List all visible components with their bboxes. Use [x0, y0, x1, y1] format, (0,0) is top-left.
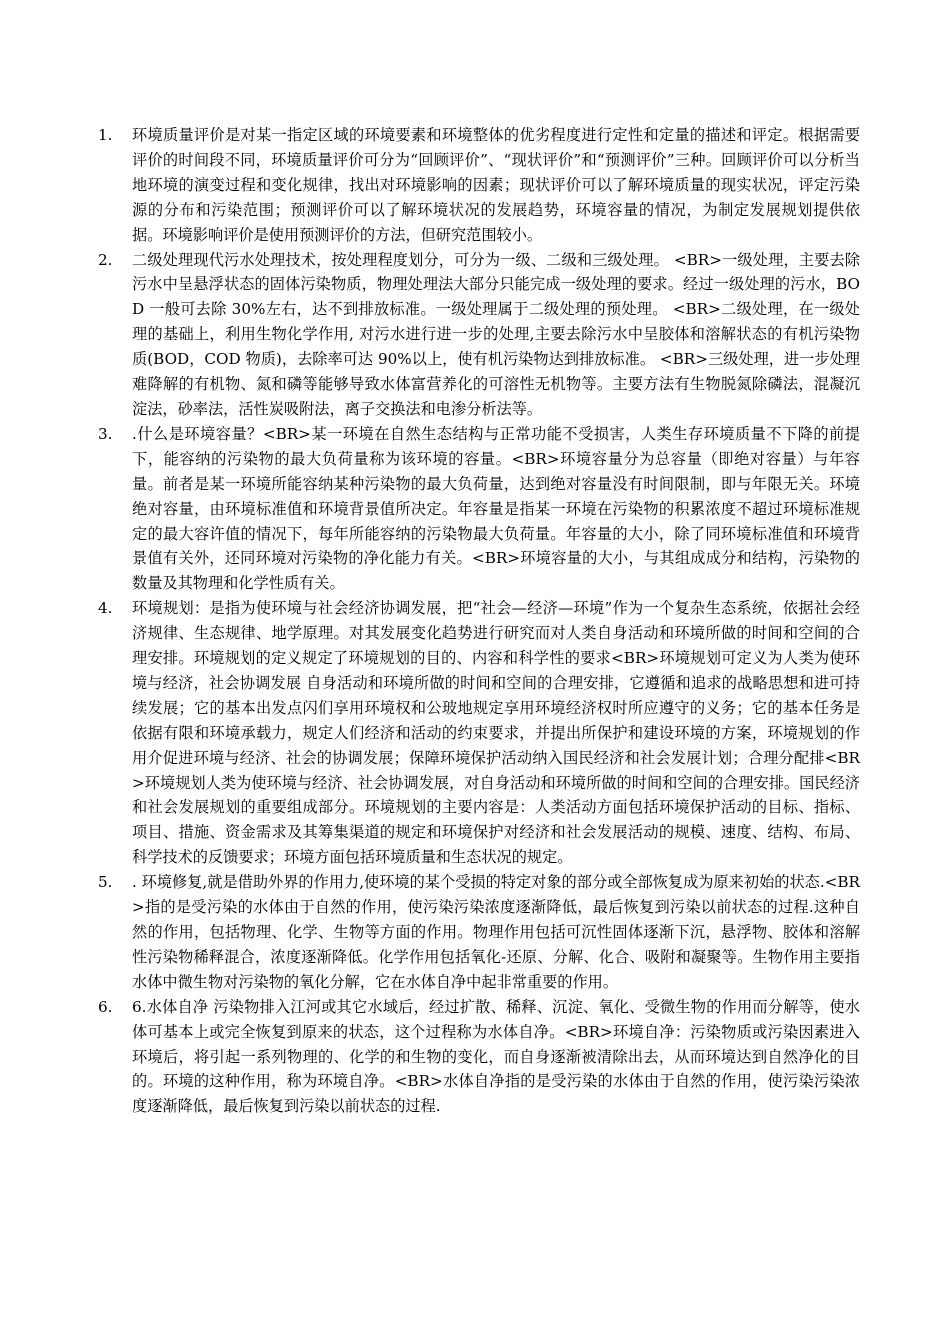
list-item-number: 2.: [98, 250, 113, 269]
list-item: [98, 870, 860, 995]
list-item-number: 5.: [98, 873, 113, 892]
list-item: [98, 123, 860, 248]
list-item-number: 1.: [98, 126, 113, 144]
list-item-text: 二级处理现代污水处理技术，按处理程度划分，可分为一级、二级和三级处理。 <BR>一级处理，主要去除污水中呈悬浮状态的固体污染物质，物理处理法大部分只能完成一级处理的要求。经过一级处理的污水，BOD 一般可去除 30%左右，达不到排放标准。一级处理属于二级处理的预处理。 <BR>二级处理，在一级处理的基础上，利用生物化学作用, 对污水进行进一步的处理,主要去除污水中呈胶体和溶解状态的有机污染物质(BOD，COD 物质)，去除率可达 90%以上，使有机污染物达到排放标准。 <BR>三级处理，进一步处理难降解的有机物、氮和磷等能够导致水体富营养化的可溶性无机物等。主要方法有生物脱氮除磷法，混凝沉淀法，砂率法，活性炭吸附法，离子交换法和电渗分析法等。: [132, 250, 860, 418]
list-item-text: 环境质量评价是对某一指定区域的环境要素和环境整体的优劣程度进行定性和定量的描述和评定。根据需要评价的时间段不同，环境质量评价可分为“回顾评价”、“现状评价”和“预测评价”三种。回顾评价可以分析当地环境的演变过程和变化规律，找出对环境影响的因素；现状评价可以了解环境质量的现实状况，评定污染源的分布和污染范围；预测评价可以了解环境状况的发展趋势，环境容量的情况，为制定发展规划提供依据。环境影响评价是使用预测评价的方法，但研究范围较小。: [132, 126, 860, 244]
list-item-text: 环境规划：是指为使环境与社会经济协调发展，把“社会—经济—环境”作为一个复杂生态系统，依据社会经济规律、生态规律、地学原理。对其发展变化趋势进行研究而对人类自身活动和环境所做的时间和空间的合理安排。环境规划的定义规定了环境规划的目的、内容和科学性的要求<BR>环境规划可定义为人类为使环境与经济，社会协调发展 自身活动和环境所做的时间和空间的合理安排，它遵循和追求的战略思想和进可持续发展；它的基本出发点闪们享用环境权和公玻地规定享用环境经济权时所应遵守的义务；它的基本任务是依据有限和环境承载力，规定人们经济和活动的约束要求，并提出所保护和建设环境的方案，环境规划的作用介促进环境与经济、社会的协调发展；保障环境保护活动纳入国民经济和社会发展计划；合理分配排<BR>环境规划人类为使环境与经济、社会协调发展，对自身活动和环境所做的时间和空间的合理安排。国民经济和社会发展规划的重要组成部分。环境规划的主要内容是：人类活动方面包括环境保护活动的目标、指标、项目、措施、资金需求及其筹集渠道的规定和环境保护对经济和社会发展活动的规模、速度、结构、布局、科学技术的反馈要求；环境方面包括环境质量和生态状况的规定。: [132, 599, 860, 867]
list-item-number: 4.: [98, 599, 113, 618]
list-item-text: .什么是环境容量？<BR>某一环境在自然生态结构与正常功能不受损害，人类生存环境质量不下降的前提下，能容纳的污染物的最大负荷量称为该环境的容量。<BR>环境容量分为总容量（即绝对容量）与年容量。前者是某一环境所能容纳某种污染物的最大负荷量，达到绝对容量没有时间限制，即与年限无关。环境绝对容量，由环境标准值和环境背景值所决定。年容量是指某一环境在污染物的积累浓度不超过环境标准规定的最大容许值的情况下，每年所能容纳的污染物最大负荷量。年容量的大小，除了同环境标准值和环境背景值有关外，还同环境对污染物的净化能力有关。<BR>环境容量的大小，与其组成成分和结构，污染物的数量及其物理和化学性质有关。: [132, 424, 860, 593]
list-item: [98, 248, 860, 422]
list-item-text: . 环境修复,就是借助外界的作用力,使环境的某个受损的特定对象的部分或全部恢复成为原来初始的状态.<BR>指的是受污染的水体由于自然的作用，使污染污染浓度逐渐降低，最后恢复到污染以前状态的过程.这种自然的作用，包括物理、化学、生物等方面的作用。物理作用包括可沉性固体逐渐下沉，悬浮物、胶体和溶解性污染物稀释混合，浓度逐渐降低。化学作用包括氧化-还原、分解、化合、吸附和凝聚等。生物作用主要指水体中微生物对污染物的氧化分解，它在水体自净中起非常重要的作用。: [132, 873, 860, 991]
list-item: [98, 596, 860, 870]
list-item-number: 3.: [98, 424, 113, 443]
list-item-text: 6.水体自净 污染物排入江河或其它水域后，经过扩散、稀释、沉淀、氧化、受微生物的作用而分解等，使水体可基本上或完全恢复到原来的状态，这个过程称为水体自净。<BR>环境自净：污染物质或污染因素进入环境后，将引起一系列物理的、化学的和生物的变化，而自身逐渐被清除出去，从而环境达到自然净化的目的。环境的这种作用，称为环境自净。<BR>水体自净指的是受污染的水体由于自然的作用，使污染污染浓度逐渐降低，最后恢复到污染以前状态的过程.: [132, 997, 860, 1116]
numbered-list: [98, 123, 860, 1119]
list-item-number: 6.: [98, 997, 113, 1016]
list-item: [98, 995, 860, 1120]
list-item: [98, 422, 860, 596]
